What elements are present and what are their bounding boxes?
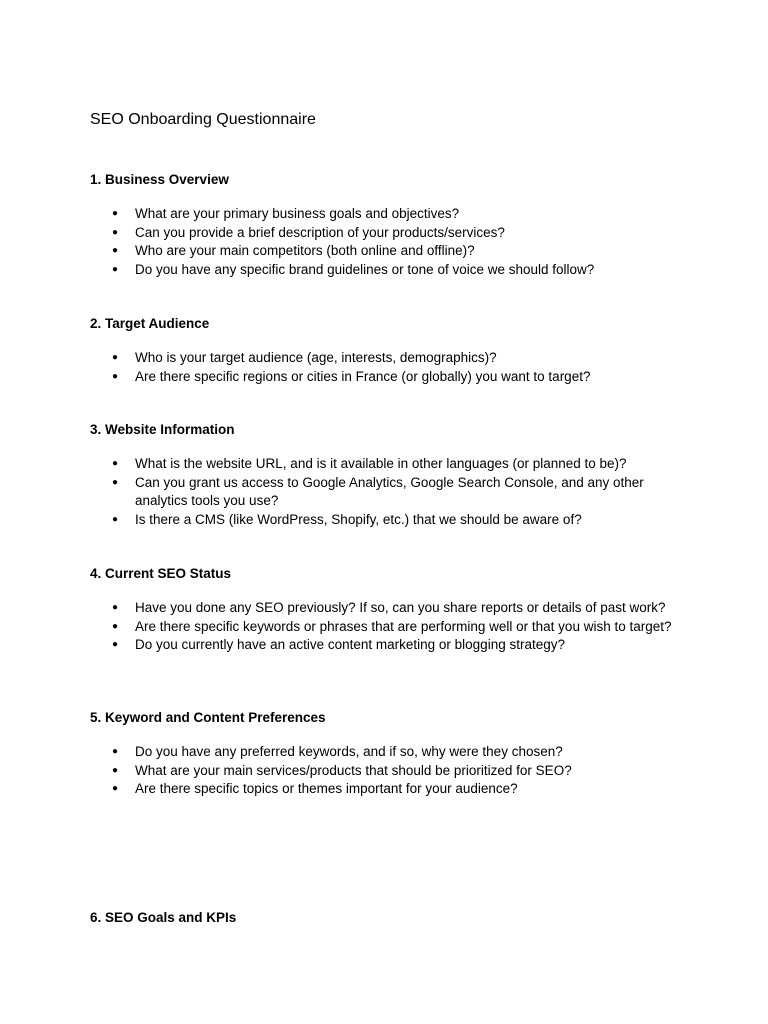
question-text: Do you have any preferred keywords, and if so, why were they chosen? [135, 744, 563, 759]
section-target-audience [90, 315, 690, 386]
list-item [90, 780, 695, 799]
list-item [90, 636, 695, 655]
list-item [90, 511, 695, 530]
list-item [90, 349, 695, 368]
section-heading: 3. Website Information [90, 422, 235, 437]
list-item [90, 599, 695, 618]
bullet-icon: ● [112, 370, 119, 382]
question-text: Who is your target audience (age, interests, demographics)? [135, 350, 497, 365]
bullet-icon: ● [112, 639, 119, 651]
section-heading: 4. Current SEO Status [90, 566, 232, 581]
section-heading: 1. Business Overview [90, 172, 229, 187]
list-item [90, 224, 695, 243]
bullet-icon: ● [112, 764, 119, 776]
section-keyword-content-preferences [90, 709, 690, 799]
section-website-information [90, 421, 690, 530]
question-list [90, 455, 690, 530]
list-item [90, 261, 695, 280]
section-seo-goals-kpis [90, 909, 690, 926]
question-list [90, 743, 690, 799]
section-heading: 5. Keyword and Content Preferences [90, 710, 326, 725]
question-text: Are there specific topics or themes important for your audience? [135, 781, 518, 797]
question-text: Are there specific keywords or phrases that are performing well or that you wish to target? [135, 618, 672, 634]
list-item [90, 368, 695, 387]
question-text: Are there specific regions or cities in France (or globally) you want to target? [135, 368, 591, 384]
question-text: Have you done any SEO previously? If so, can you share reports or details of past work? [135, 600, 666, 615]
bullet-icon: ● [112, 620, 119, 632]
question-list [90, 599, 690, 655]
question-text: Do you currently have an active content marketing or blogging strategy? [135, 637, 565, 653]
bullet-icon: ● [112, 352, 119, 363]
question-list [90, 349, 690, 386]
section-heading: 6. SEO Goals and KPIs [90, 910, 237, 925]
bullet-icon: ● [112, 783, 119, 795]
bullet-icon: ● [112, 746, 119, 757]
list-item [90, 455, 695, 474]
question-text: Can you grant us access to Google Analytics, Google Search Console, and any other analytics tools you use? [135, 474, 644, 509]
question-list [90, 205, 690, 280]
list-item [90, 242, 695, 261]
bullet-icon: ● [112, 476, 119, 488]
question-text: Who are your main competitors (both online and offline)? [135, 243, 475, 259]
list-item [90, 474, 695, 511]
section-current-seo-status [90, 565, 690, 655]
question-text: Do you have any specific brand guidelines or tone of voice we should follow? [135, 262, 595, 278]
bullet-icon: ● [112, 264, 119, 276]
question-text: What are your primary business goals and objectives? [135, 206, 460, 221]
bullet-icon: ● [112, 226, 119, 238]
bullet-icon: ● [112, 208, 119, 219]
bullet-icon: ● [112, 602, 119, 613]
document-title: SEO Onboarding Questionnaire [90, 111, 316, 128]
list-item [90, 743, 695, 762]
question-text: Can you provide a brief description of your products/services? [135, 224, 505, 240]
question-text: What is the website URL, and is it available in other languages (or planned to be)? [135, 456, 627, 471]
bullet-icon: ● [112, 514, 119, 526]
section-business-overview [90, 171, 690, 280]
bullet-icon: ● [112, 458, 119, 469]
question-text: What are your main services/products that should be prioritized for SEO? [135, 762, 572, 778]
question-text: Is there a CMS (like WordPress, Shopify, etc.) that we should be aware of? [135, 512, 582, 528]
bullet-icon: ● [112, 245, 119, 257]
list-item [90, 205, 695, 224]
list-item [90, 762, 695, 781]
section-heading: 2. Target Audience [90, 316, 210, 331]
list-item [90, 618, 695, 637]
